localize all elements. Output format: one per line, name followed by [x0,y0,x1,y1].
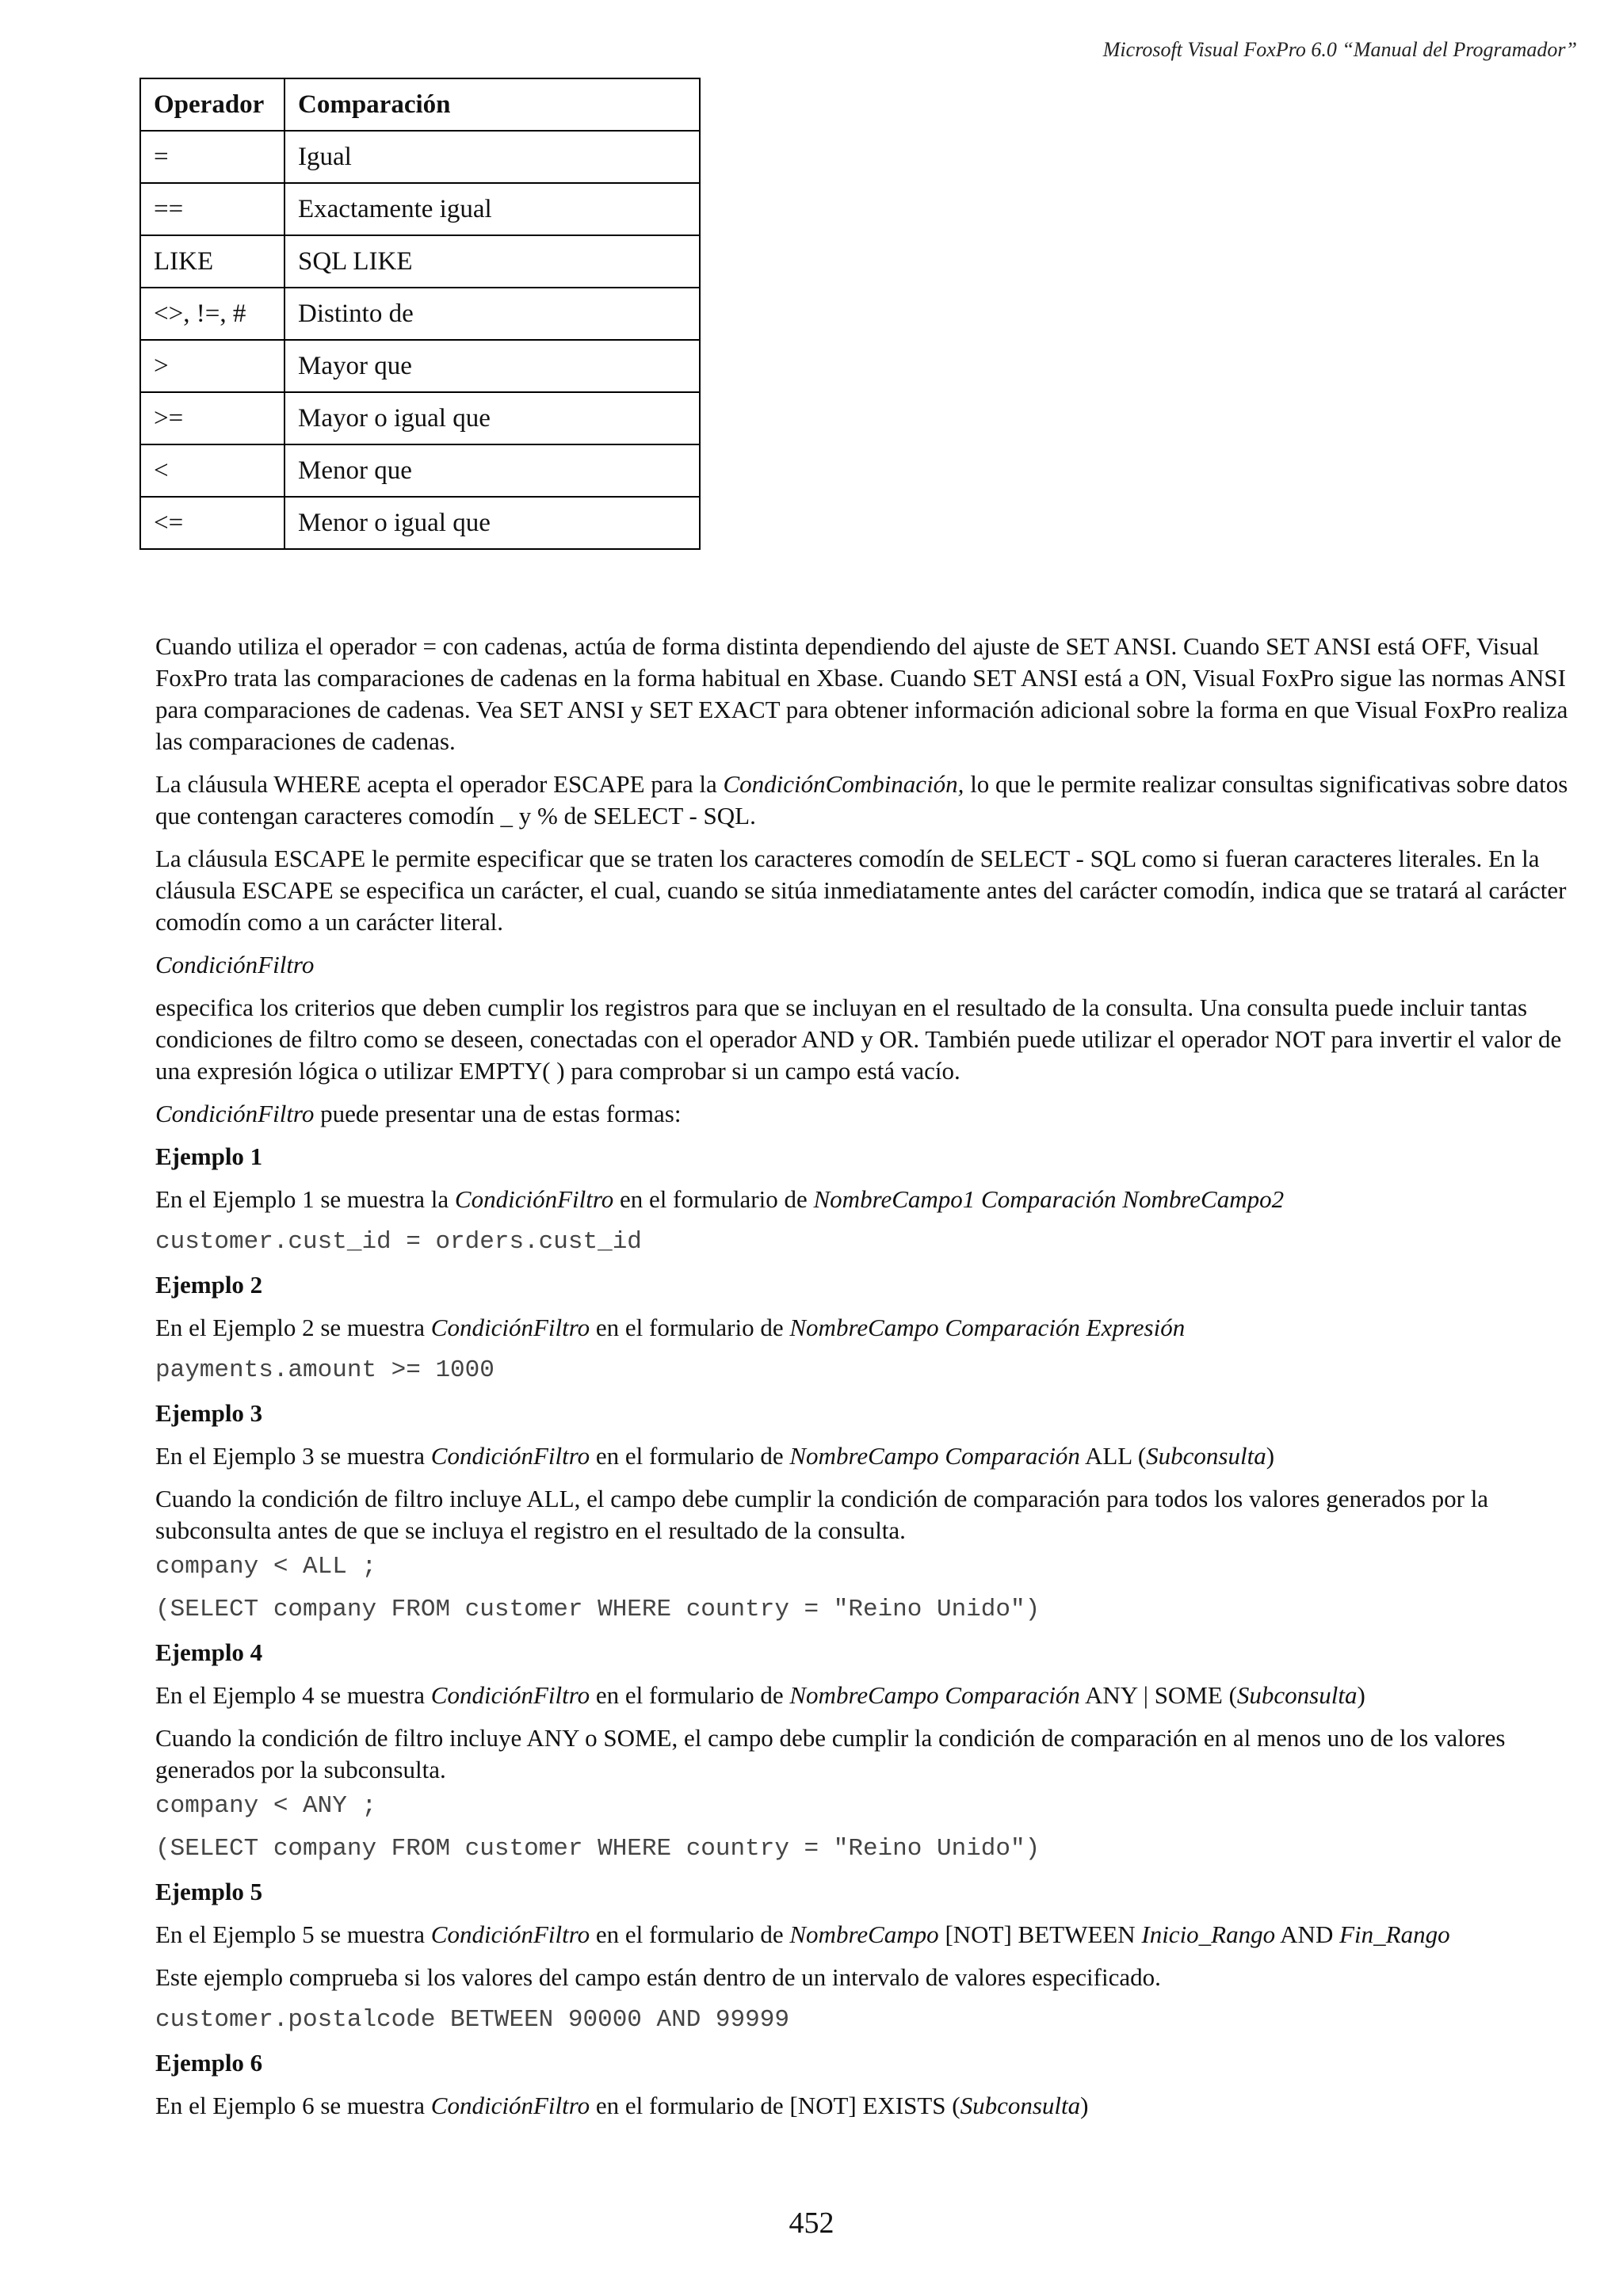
example-description: En el Ejemplo 4 se muestra CondiciónFiltro en el formulario de NombreCampo Comparación ANY | SOME (Subconsulta) [155,1681,1365,1709]
table-cell: <>, !=, # [140,288,285,340]
table-cell: SQL LIKE [285,235,700,288]
table-row [140,340,700,392]
table-cell: > [140,340,285,392]
example-description: En el Ejemplo 5 se muestra CondiciónFiltro en el formulario de NombreCampo [NOT] BETWEEN Inicio_Rango AND Fin_Rango [155,1920,1450,1948]
table-row [140,392,700,444]
code-line: company < ALL ; [155,1553,377,1581]
table-row [140,444,700,497]
paragraph-escape-where: La cláusula WHERE acepta el operador ESCAPE para la CondiciónCombinación, lo que le permite realizar consultas significativas sobre datos que contengan caracteres comodín _ y % de SELECT - SQL. [155,770,1568,830]
page-number: 452 [789,2206,834,2240]
paragraph-filter-description: especifica los criterios que deben cumplir los registros para que se incluyan en el resultado de la consulta. Una consulta puede incluir tantas condiciones de filtro como se deseen, conectadas con el operador AND y OR. También puede utilizar el operador NOT para invertir el valor de una expresión lógica o utilizar EMPTY( ) para comprobar si un campo está vacío. [155,994,1562,1085]
example-heading: Ejemplo 2 [155,1271,263,1299]
running-header: Microsoft Visual FoxPro 6.0 “Manual del Programador” [1102,38,1577,61]
code-line: payments.amount >= 1000 [155,1356,495,1384]
table-header-cell: Comparación [285,78,700,131]
example-description: En el Ejemplo 3 se muestra CondiciónFiltro en el formulario de NombreCampo Comparación ALL (Subconsulta) [155,1442,1275,1470]
example-heading: Ejemplo 5 [155,1878,263,1905]
table-cell: < [140,444,285,497]
body-text [155,631,1587,2133]
example-heading: Ejemplo 4 [155,1638,263,1666]
example-note: Este ejemplo comprueba si los valores del campo están dentro de un intervalo de valores especificado. [155,1963,1161,1991]
paragraph-set-ansi: Cuando utiliza el operador = con cadenas, actúa de forma distinta dependiendo del ajuste de SET ANSI. Cuando SET ANSI está OFF, Visual FoxPro trata las comparaciones de cadenas en la forma habitual en Xbase. Cuando SET ANSI está a ON, Visual FoxPro sigue las normas ANSI para comparaciones de cadenas. Vea SET ANSI y SET EXACT para obtener información adicional sobre la forma en que Visual FoxPro realiza las comparaciones de cadenas. [155,632,1568,755]
code-line: (SELECT company FROM customer WHERE country = "Reino Unido") [155,1596,1041,1623]
paragraph-escape-clause: La cláusula ESCAPE le permite especificar que se traten los caracteres comodín de SELECT - SQL como si fueran caracteres literales. En la cláusula ESCAPE se especifica un carácter, el cual, cuando se sitúa inmediatamente antes del carácter comodín, indica que se tratará al carácter comodín como a un carácter literal. [155,845,1567,936]
operators-table [139,78,701,550]
table-cell: Igual [285,131,700,183]
example-description: En el Ejemplo 1 se muestra la CondiciónFiltro en el formulario de NombreCampo1 Comparación NombreCampo2 [155,1185,1285,1213]
table-cell: <= [140,497,285,549]
code-line: customer.cust_id = orders.cust_id [155,1228,642,1256]
example-heading: Ejemplo 1 [155,1142,263,1170]
table-row [140,235,700,288]
table-cell: Distinto de [285,288,700,340]
code-line: customer.postalcode BETWEEN 90000 AND 99999 [155,2006,789,2034]
table-header-row [140,78,700,131]
table-cell: Mayor que [285,340,700,392]
table-cell: Mayor o igual que [285,392,700,444]
table-cell: Menor que [285,444,700,497]
term-condicion-filtro: CondiciónFiltro [155,951,315,978]
code-line: (SELECT company FROM customer WHERE country = "Reino Unido") [155,1835,1041,1863]
table-header-cell: Operador [140,78,285,131]
table-cell: >= [140,392,285,444]
table-row [140,183,700,235]
table-cell: = [140,131,285,183]
example-description: En el Ejemplo 2 se muestra CondiciónFiltro en el formulario de NombreCampo Comparación Expresión [155,1314,1186,1341]
table-row [140,288,700,340]
table-cell: == [140,183,285,235]
table-row [140,131,700,183]
example-heading: Ejemplo 3 [155,1399,263,1427]
code-line: company < ANY ; [155,1792,377,1820]
example-note: Cuando la condición de filtro incluye ALL, el campo debe cumplir la condición de comparación para todos los valores generados por la subconsulta antes de que se incluya el registro en el resultado de la consulta. [155,1485,1489,1544]
table-cell: Menor o igual que [285,497,700,549]
example-heading: Ejemplo 6 [155,2049,263,2077]
table-row [140,497,700,549]
table-cell: Exactamente igual [285,183,700,235]
example-note: Cuando la condición de filtro incluye ANY o SOME, el campo debe cumplir la condición de comparación en al menos uno de los valores generados por la subconsulta. [155,1724,1506,1783]
table-cell: LIKE [140,235,285,288]
paragraph-filter-forms: CondiciónFiltro puede presentar una de estas formas: [155,1100,682,1127]
example-description: En el Ejemplo 6 se muestra CondiciónFiltro en el formulario de [NOT] EXISTS (Subconsulta) [155,2092,1089,2119]
